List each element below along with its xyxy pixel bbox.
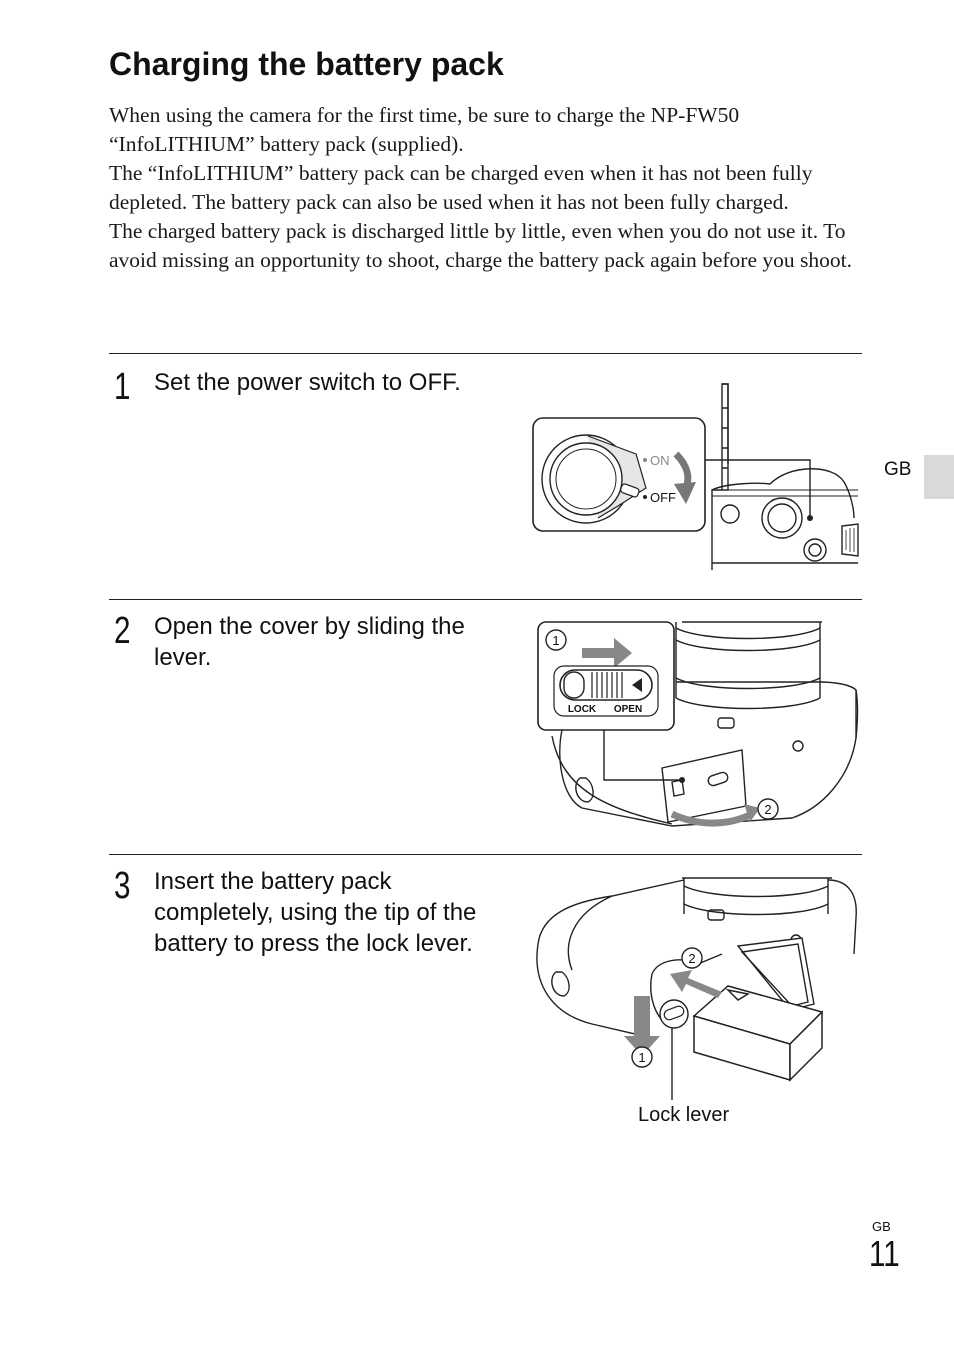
step-2-text: Open the cover by sliding the lever. — [154, 613, 465, 671]
page-title: Charging the battery pack — [109, 46, 504, 82]
step-3-divider — [109, 854, 862, 855]
step-2-number: 2 — [114, 610, 131, 652]
page-number: 11 — [869, 1233, 900, 1274]
on-label: ON — [650, 453, 670, 468]
off-label: OFF — [650, 490, 676, 505]
step-1-text: Set the power switch to OFF. — [154, 369, 461, 396]
lock-lever-caption: Lock lever — [638, 1104, 730, 1126]
region-tab-label: GB — [884, 459, 912, 480]
svg-text:1: 1 — [552, 633, 560, 648]
region-tab — [924, 455, 954, 499]
intro-text — [109, 101, 869, 275]
intro-paragraph-3: The charged battery pack is discharged little by little, even when you do not use it. To avoid missing an opportunity to shoot, charge the battery pack again before you shoot. — [109, 219, 852, 272]
step-2-divider — [109, 599, 862, 600]
intro-paragraph-1: When using the camera for the first time, be sure to charge the NP-FW50 “InfoLITHIUM” battery pack (supplied). — [109, 103, 740, 156]
insert-battery-illustration — [532, 874, 862, 1134]
footer-region: GB — [872, 1219, 891, 1234]
slide-open-arrow-icon — [672, 814, 752, 823]
step-1-divider — [109, 353, 862, 354]
svg-text:1: 1 — [638, 1050, 646, 1065]
intro-paragraph-2: The “InfoLITHIUM” battery pack can be charged even when it has not been fully depleted. The battery pack can also be used when it has not been fully charged. — [109, 161, 813, 214]
power-switch-illustration — [528, 378, 864, 578]
step-3-number: 3 — [114, 865, 131, 907]
svg-text:2: 2 — [764, 802, 772, 817]
step-1-number: 1 — [114, 366, 131, 408]
svg-text:OPEN: OPEN — [613, 704, 643, 715]
svg-text:2: 2 — [688, 951, 696, 966]
insert-arrow-icon — [670, 970, 722, 998]
battery-cover-illustration — [532, 618, 862, 833]
step-3-text: Insert the battery pack completely, using the tip of the battery to press the lock lever. — [154, 868, 477, 957]
svg-text:LOCK: LOCK — [567, 704, 597, 715]
